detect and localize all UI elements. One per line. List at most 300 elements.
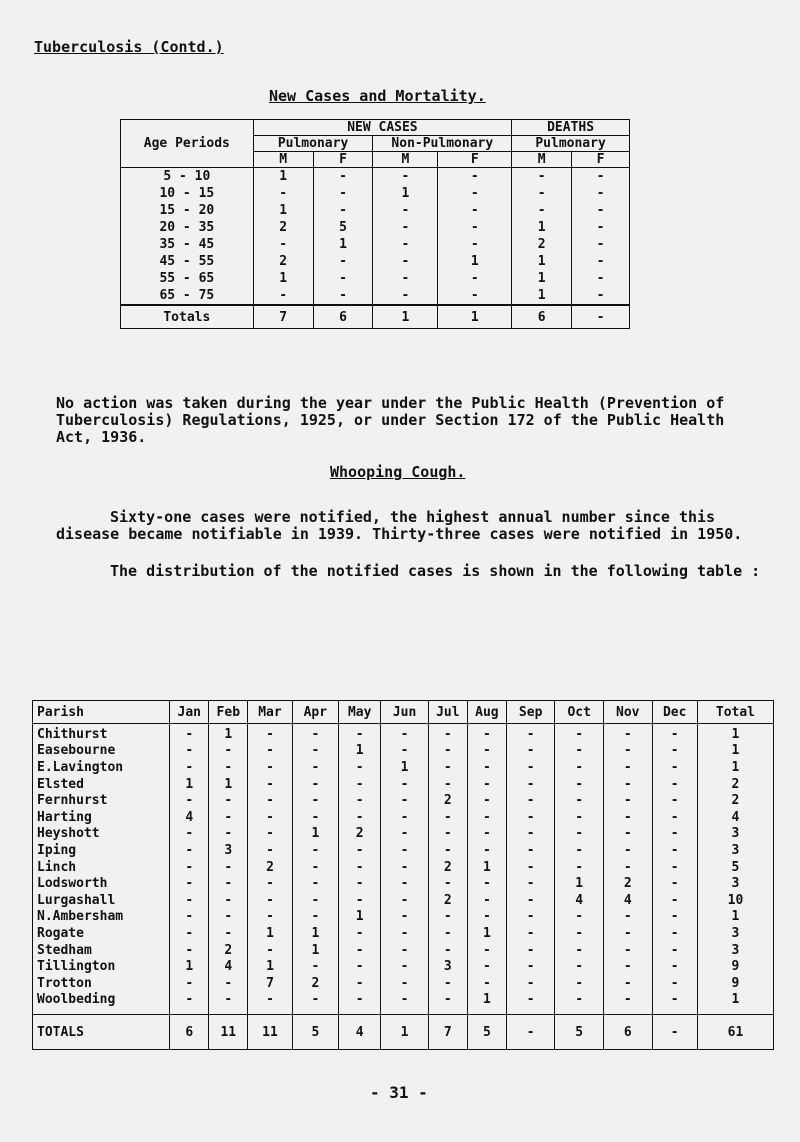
count-cell: 10 xyxy=(697,892,773,909)
count-cell: - xyxy=(248,724,292,743)
count-cell: - xyxy=(652,809,697,826)
count-cell: - xyxy=(652,909,697,926)
total-cell: 11 xyxy=(248,1015,292,1050)
count-cell: - xyxy=(467,809,506,826)
count-cell: - xyxy=(555,776,604,793)
table-row xyxy=(33,909,774,926)
count-cell: 1 xyxy=(248,958,292,975)
count-cell: - xyxy=(428,809,467,826)
count-cell: - xyxy=(506,826,555,843)
count-cell: - xyxy=(381,958,429,975)
sex-header: M xyxy=(253,152,313,168)
count-cell: - xyxy=(506,842,555,859)
count-cell: - xyxy=(292,875,338,892)
count-cell: - xyxy=(467,942,506,959)
table-row xyxy=(121,202,630,219)
count-cell: - xyxy=(467,875,506,892)
count-cell: - xyxy=(209,992,248,1015)
count-cell: 1 xyxy=(170,958,209,975)
new-cases-header: NEW CASES xyxy=(253,120,511,136)
count-cell: - xyxy=(555,992,604,1015)
count-cell: 2 xyxy=(512,236,572,253)
parish-cell: Fernhurst xyxy=(33,792,170,809)
table-row xyxy=(33,975,774,992)
age-period-cell: 20 - 35 xyxy=(121,219,254,236)
parish-cell: E.Lavington xyxy=(33,759,170,776)
count-cell: - xyxy=(652,759,697,776)
count-cell: - xyxy=(438,202,512,219)
count-cell: 2 xyxy=(697,776,773,793)
table-row xyxy=(33,759,774,776)
count-cell: - xyxy=(339,809,381,826)
count-cell: - xyxy=(555,975,604,992)
count-cell: - xyxy=(506,724,555,743)
count-cell: - xyxy=(652,992,697,1015)
month-header: May xyxy=(339,701,381,724)
count-cell: 1 xyxy=(438,253,512,270)
deaths-header: DEATHS xyxy=(512,120,630,136)
count-cell: - xyxy=(572,270,630,287)
count-cell: - xyxy=(292,759,338,776)
count-cell: - xyxy=(248,759,292,776)
subtitle: New Cases and Mortality. xyxy=(269,87,486,105)
count-cell: - xyxy=(506,992,555,1015)
count-cell: - xyxy=(170,759,209,776)
count-cell: - xyxy=(603,842,652,859)
month-header: Jul xyxy=(428,701,467,724)
count-cell: - xyxy=(467,975,506,992)
count-cell: - xyxy=(467,892,506,909)
count-cell: - xyxy=(428,743,467,760)
count-cell: - xyxy=(555,958,604,975)
count-cell: 3 xyxy=(697,925,773,942)
count-cell: - xyxy=(248,809,292,826)
count-cell: - xyxy=(428,826,467,843)
count-cell: - xyxy=(381,892,429,909)
count-cell: - xyxy=(381,842,429,859)
whooping-cough-table xyxy=(32,700,774,1050)
count-cell: - xyxy=(170,992,209,1015)
count-cell: - xyxy=(572,253,630,270)
count-cell: - xyxy=(381,975,429,992)
count-cell: - xyxy=(603,925,652,942)
table-row xyxy=(121,168,630,186)
count-cell: - xyxy=(248,792,292,809)
count-cell: 4 xyxy=(555,892,604,909)
count-cell: - xyxy=(339,859,381,876)
table-row xyxy=(33,925,774,942)
count-cell: - xyxy=(373,202,438,219)
count-cell: - xyxy=(572,185,630,202)
notification-paragraph: Sixty-one cases were notified, the highest annual number since this disease became notifiable in 1939. Thirty-three cases were notified in 1950. xyxy=(56,508,743,543)
count-cell: - xyxy=(438,270,512,287)
count-cell: - xyxy=(248,743,292,760)
age-period-cell: 45 - 55 xyxy=(121,253,254,270)
count-cell: - xyxy=(381,992,429,1015)
count-cell: - xyxy=(248,992,292,1015)
count-cell: - xyxy=(248,776,292,793)
table-row xyxy=(33,743,774,760)
count-cell: - xyxy=(555,743,604,760)
count-cell: - xyxy=(555,826,604,843)
parish-cell: Lodsworth xyxy=(33,875,170,892)
count-cell: - xyxy=(170,743,209,760)
count-cell: - xyxy=(555,925,604,942)
count-cell: 5 xyxy=(313,219,373,236)
count-cell: 2 xyxy=(253,219,313,236)
count-cell: - xyxy=(428,875,467,892)
count-cell: 7 xyxy=(248,975,292,992)
count-cell: - xyxy=(292,958,338,975)
count-cell: - xyxy=(209,909,248,926)
count-cell: - xyxy=(170,925,209,942)
count-cell: - xyxy=(467,776,506,793)
count-cell: - xyxy=(292,724,338,743)
totals-label: TOTALS xyxy=(33,1015,170,1050)
count-cell: - xyxy=(339,925,381,942)
count-cell: - xyxy=(555,792,604,809)
count-cell: 2 xyxy=(248,859,292,876)
count-cell: 3 xyxy=(697,826,773,843)
count-cell: - xyxy=(572,219,630,236)
total-cell: 6 xyxy=(313,305,373,329)
count-cell: - xyxy=(292,776,338,793)
count-cell: - xyxy=(209,975,248,992)
count-cell: - xyxy=(652,875,697,892)
count-cell: - xyxy=(652,859,697,876)
table-row xyxy=(121,253,630,270)
count-cell: - xyxy=(209,743,248,760)
month-header-row xyxy=(33,701,774,724)
table-row xyxy=(121,270,630,287)
count-cell: - xyxy=(339,842,381,859)
count-cell: - xyxy=(555,859,604,876)
total-cell: 61 xyxy=(697,1015,773,1050)
total-cell: 5 xyxy=(555,1015,604,1050)
count-cell: - xyxy=(209,875,248,892)
regulations-paragraph: No action was taken during the year under the Public Health (Prevention of Tuberculosis) Regulations, 1925, or under Section 172 of the Public Health Act, 1936. xyxy=(56,394,725,446)
count-cell: 9 xyxy=(697,975,773,992)
count-cell: 4 xyxy=(697,809,773,826)
age-period-cell: 35 - 45 xyxy=(121,236,254,253)
count-cell: - xyxy=(313,253,373,270)
month-header: Sep xyxy=(506,701,555,724)
count-cell: - xyxy=(339,975,381,992)
sex-header: M xyxy=(512,152,572,168)
count-cell: - xyxy=(292,859,338,876)
count-cell: 1 xyxy=(512,219,572,236)
count-cell: 1 xyxy=(697,759,773,776)
count-cell: 1 xyxy=(209,776,248,793)
count-cell: - xyxy=(467,743,506,760)
parish-cell: Easebourne xyxy=(33,743,170,760)
count-cell: - xyxy=(381,743,429,760)
total-cell: - xyxy=(652,1015,697,1050)
month-header: Jan xyxy=(170,701,209,724)
count-cell: - xyxy=(652,958,697,975)
parish-cell: Chithurst xyxy=(33,724,170,743)
count-cell: - xyxy=(652,826,697,843)
table-row xyxy=(121,185,630,202)
count-cell: - xyxy=(428,724,467,743)
count-cell: - xyxy=(555,809,604,826)
count-cell: - xyxy=(292,809,338,826)
table-row xyxy=(121,287,630,305)
count-cell: - xyxy=(506,776,555,793)
month-header: Oct xyxy=(555,701,604,724)
count-cell: - xyxy=(292,909,338,926)
count-cell: - xyxy=(373,236,438,253)
count-cell: - xyxy=(428,842,467,859)
count-cell: - xyxy=(572,236,630,253)
count-cell: - xyxy=(373,287,438,305)
month-header: Aug xyxy=(467,701,506,724)
count-cell: - xyxy=(339,724,381,743)
count-cell: - xyxy=(603,826,652,843)
month-header: Jun xyxy=(381,701,429,724)
count-cell: - xyxy=(170,892,209,909)
count-cell: - xyxy=(506,909,555,926)
count-cell: - xyxy=(428,942,467,959)
count-cell: - xyxy=(170,942,209,959)
count-cell: - xyxy=(381,826,429,843)
count-cell: - xyxy=(603,724,652,743)
count-cell: - xyxy=(170,909,209,926)
count-cell: - xyxy=(170,792,209,809)
count-cell: - xyxy=(253,287,313,305)
count-cell: - xyxy=(506,743,555,760)
count-cell: 1 xyxy=(381,759,429,776)
count-cell: 2 xyxy=(339,826,381,843)
count-cell: 1 xyxy=(339,743,381,760)
count-cell: 3 xyxy=(428,958,467,975)
count-cell: - xyxy=(438,185,512,202)
count-cell: - xyxy=(209,859,248,876)
count-cell: - xyxy=(467,724,506,743)
count-cell: - xyxy=(248,826,292,843)
count-cell: - xyxy=(339,875,381,892)
count-cell: - xyxy=(373,253,438,270)
count-cell: 1 xyxy=(467,925,506,942)
count-cell: - xyxy=(603,992,652,1015)
count-cell: - xyxy=(603,743,652,760)
parish-cell: Woolbeding xyxy=(33,992,170,1015)
count-cell: - xyxy=(438,236,512,253)
count-cell: - xyxy=(467,958,506,975)
count-cell: 9 xyxy=(697,958,773,975)
count-cell: - xyxy=(467,842,506,859)
parish-cell: Lurgashall xyxy=(33,892,170,909)
count-cell: - xyxy=(170,875,209,892)
count-cell: - xyxy=(292,743,338,760)
deaths-pulmonary-header: Pulmonary xyxy=(512,136,630,152)
count-cell: - xyxy=(381,875,429,892)
count-cell: - xyxy=(652,743,697,760)
count-cell: - xyxy=(248,942,292,959)
count-cell: - xyxy=(381,859,429,876)
count-cell: 2 xyxy=(428,859,467,876)
count-cell: - xyxy=(339,958,381,975)
count-cell: - xyxy=(313,185,373,202)
total-cell: 1 xyxy=(438,305,512,329)
parish-cell: Linch xyxy=(33,859,170,876)
count-cell: 1 xyxy=(512,253,572,270)
count-cell: - xyxy=(467,909,506,926)
count-cell: 1 xyxy=(292,925,338,942)
count-cell: - xyxy=(555,842,604,859)
count-cell: 5 xyxy=(697,859,773,876)
count-cell: - xyxy=(603,975,652,992)
count-cell: - xyxy=(506,875,555,892)
parish-cell: Stedham xyxy=(33,942,170,959)
count-cell: - xyxy=(603,809,652,826)
count-cell: - xyxy=(428,909,467,926)
count-cell: - xyxy=(428,975,467,992)
totals-row xyxy=(121,305,630,329)
table-row xyxy=(33,809,774,826)
count-cell: 2 xyxy=(209,942,248,959)
count-cell: - xyxy=(373,168,438,186)
total-cell: 7 xyxy=(253,305,313,329)
count-cell: - xyxy=(572,287,630,305)
total-cell: 11 xyxy=(209,1015,248,1050)
table-row xyxy=(33,792,774,809)
count-cell: - xyxy=(339,776,381,793)
count-cell: - xyxy=(428,925,467,942)
month-header: Total xyxy=(697,701,773,724)
total-cell: 6 xyxy=(603,1015,652,1050)
count-cell: - xyxy=(381,724,429,743)
count-cell: - xyxy=(652,724,697,743)
count-cell: - xyxy=(438,287,512,305)
count-cell: - xyxy=(209,809,248,826)
count-cell: 1 xyxy=(292,826,338,843)
count-cell: - xyxy=(292,992,338,1015)
count-cell: - xyxy=(339,892,381,909)
count-cell: - xyxy=(603,958,652,975)
count-cell: - xyxy=(652,892,697,909)
count-cell: 3 xyxy=(209,842,248,859)
table-row xyxy=(33,776,774,793)
count-cell: - xyxy=(248,892,292,909)
count-cell: - xyxy=(428,776,467,793)
count-cell: - xyxy=(313,202,373,219)
count-cell: - xyxy=(572,168,630,186)
month-header: Apr xyxy=(292,701,338,724)
page-number: - 31 - xyxy=(370,1083,428,1102)
count-cell: 1 xyxy=(467,992,506,1015)
non-pulmonary-header: Non-Pulmonary xyxy=(373,136,512,152)
count-cell: 1 xyxy=(248,925,292,942)
count-cell: - xyxy=(292,892,338,909)
count-cell: - xyxy=(373,270,438,287)
count-cell: - xyxy=(170,842,209,859)
count-cell: 1 xyxy=(209,724,248,743)
count-cell: - xyxy=(652,942,697,959)
count-cell: - xyxy=(248,909,292,926)
count-cell: - xyxy=(381,776,429,793)
total-cell: 6 xyxy=(170,1015,209,1050)
parish-cell: Heyshott xyxy=(33,826,170,843)
age-period-cell: 5 - 10 xyxy=(121,168,254,186)
count-cell: - xyxy=(555,759,604,776)
count-cell: - xyxy=(313,168,373,186)
month-header: Dec xyxy=(652,701,697,724)
month-header: Feb xyxy=(209,701,248,724)
table-row xyxy=(33,875,774,892)
parish-cell: Harting xyxy=(33,809,170,826)
total-cell: 5 xyxy=(467,1015,506,1050)
table-row xyxy=(33,942,774,959)
count-cell: - xyxy=(572,202,630,219)
count-cell: - xyxy=(428,992,467,1015)
age-period-cell: 10 - 15 xyxy=(121,185,254,202)
count-cell: - xyxy=(381,942,429,959)
count-cell: - xyxy=(438,168,512,186)
count-cell: - xyxy=(652,842,697,859)
count-cell: 2 xyxy=(292,975,338,992)
count-cell: 4 xyxy=(170,809,209,826)
count-cell: - xyxy=(170,826,209,843)
count-cell: - xyxy=(506,809,555,826)
total-cell: - xyxy=(506,1015,555,1050)
count-cell: 3 xyxy=(697,942,773,959)
count-cell: - xyxy=(506,942,555,959)
count-cell: - xyxy=(506,892,555,909)
count-cell: - xyxy=(339,792,381,809)
age-period-cell: 65 - 75 xyxy=(121,287,254,305)
count-cell: 2 xyxy=(603,875,652,892)
table-row xyxy=(33,892,774,909)
count-cell: - xyxy=(555,724,604,743)
whooping-cough-title: Whooping Cough. xyxy=(330,463,466,481)
count-cell: - xyxy=(292,842,338,859)
total-cell: 7 xyxy=(428,1015,467,1050)
pulmonary-header: Pulmonary xyxy=(253,136,373,152)
age-periods-header: Age Periods xyxy=(121,120,254,168)
table-row xyxy=(33,992,774,1015)
count-cell: - xyxy=(555,942,604,959)
count-cell: - xyxy=(339,942,381,959)
sex-header: F xyxy=(438,152,512,168)
table-row xyxy=(33,859,774,876)
count-cell: - xyxy=(652,792,697,809)
count-cell: 2 xyxy=(697,792,773,809)
total-cell: 6 xyxy=(512,305,572,329)
table-row xyxy=(33,724,774,743)
total-cell: 1 xyxy=(381,1015,429,1050)
count-cell: 1 xyxy=(253,202,313,219)
count-cell: - xyxy=(248,842,292,859)
count-cell: - xyxy=(339,992,381,1015)
count-cell: - xyxy=(209,925,248,942)
count-cell: - xyxy=(313,270,373,287)
count-cell: - xyxy=(248,875,292,892)
count-cell: - xyxy=(381,792,429,809)
count-cell: 2 xyxy=(428,792,467,809)
sex-header: M xyxy=(373,152,438,168)
count-cell: - xyxy=(512,168,572,186)
count-cell: 1 xyxy=(512,287,572,305)
count-cell: 1 xyxy=(292,942,338,959)
count-cell: 4 xyxy=(209,958,248,975)
totals-row xyxy=(33,1015,774,1050)
count-cell: 3 xyxy=(697,875,773,892)
count-cell: 1 xyxy=(467,859,506,876)
count-cell: 1 xyxy=(253,270,313,287)
count-cell: 1 xyxy=(555,875,604,892)
count-cell: - xyxy=(652,925,697,942)
